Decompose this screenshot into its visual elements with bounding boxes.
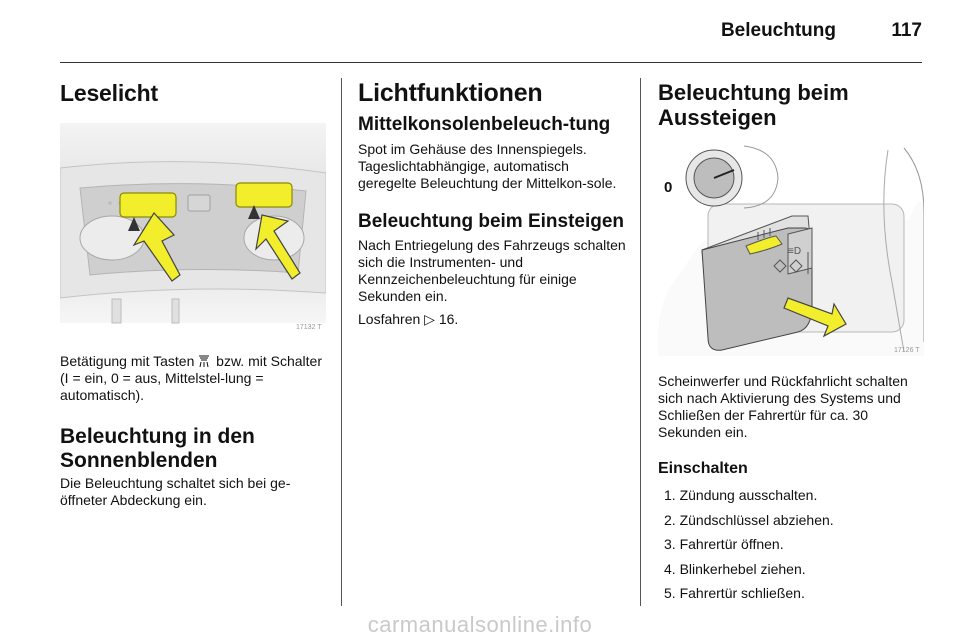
paragraph: Nach Entriegelung des Fahrzeugs schalten sich die Instrumenten- und Kennzeichenbeleuchtung für einige Sekunden ein.	[358, 237, 626, 304]
paragraph: Scheinwerfer und Rückfahrlicht schalten sich nach Aktivierung des Systems und Schließen der Fahrertür für ca. 30 Sekunden ein.	[658, 373, 908, 440]
list-item: 4. Blinkerhebel ziehen.	[664, 560, 806, 577]
column-1	[60, 74, 326, 509]
page-reference-icon: ▷	[424, 311, 435, 327]
section-title-lichtfunktionen: Lichtfunktionen	[358, 79, 543, 107]
header-rule	[60, 62, 922, 63]
column-2	[358, 74, 626, 328]
svg-text:≡D: ≡D	[788, 246, 802, 257]
column-divider	[341, 78, 342, 606]
subheading-einschalten: Einschalten	[658, 460, 748, 477]
section-title-leselicht: Leselicht	[60, 80, 158, 106]
paragraph: Betätigung mit Tasten bzw. mit Schalter (I = ein, 0 = aus, Mittelstel-lung = automatisch).	[60, 353, 322, 403]
reading-light-figure	[60, 123, 326, 333]
list-item: 5. Fahrertür schließen.	[664, 585, 805, 602]
heading-sonnenblenden: Beleuchtung in den Sonnenblenden	[60, 425, 255, 472]
column-3	[658, 74, 924, 610]
page-number: 117	[891, 20, 922, 41]
reading-light-icon	[198, 355, 210, 368]
paragraph: Spot im Gehäuse des Innenspiegels. Tageslichtabhängige, automatisch geregelte Beleuchtung der Mittelkon-sole.	[358, 141, 617, 191]
subheading-mittelkonsole: Mittelkonsolenbeleuch-tung	[358, 114, 611, 135]
section-title-aussteigen: Beleuchtung beim Aussteigen	[658, 80, 849, 130]
paragraph: Die Beleuchtung schaltet sich bei ge-öffneter Abdeckung ein.	[60, 475, 291, 508]
figure-code: 17132 T	[296, 324, 322, 331]
list-item: 1. Zündung ausschalten.	[664, 487, 818, 503]
figure-label: 0	[664, 179, 673, 196]
footer-watermark: carmanualsonline.info	[367, 612, 593, 637]
header-title: Beleuchtung	[720, 20, 836, 41]
page-reference-link[interactable]: 16.	[438, 311, 459, 327]
list-item: 2. Zündschlüssel abziehen.	[664, 511, 834, 528]
steps-list	[658, 487, 924, 602]
column-divider	[640, 78, 641, 606]
paragraph: Losfahren ▷ 16.	[358, 311, 459, 327]
light-switch-figure	[658, 142, 924, 356]
subheading-einsteigen: Beleuchtung beim Einsteigen	[358, 211, 625, 232]
list-item: 3. Fahrertür öffnen.	[664, 536, 784, 553]
figure-code: 17126 T	[894, 347, 920, 354]
